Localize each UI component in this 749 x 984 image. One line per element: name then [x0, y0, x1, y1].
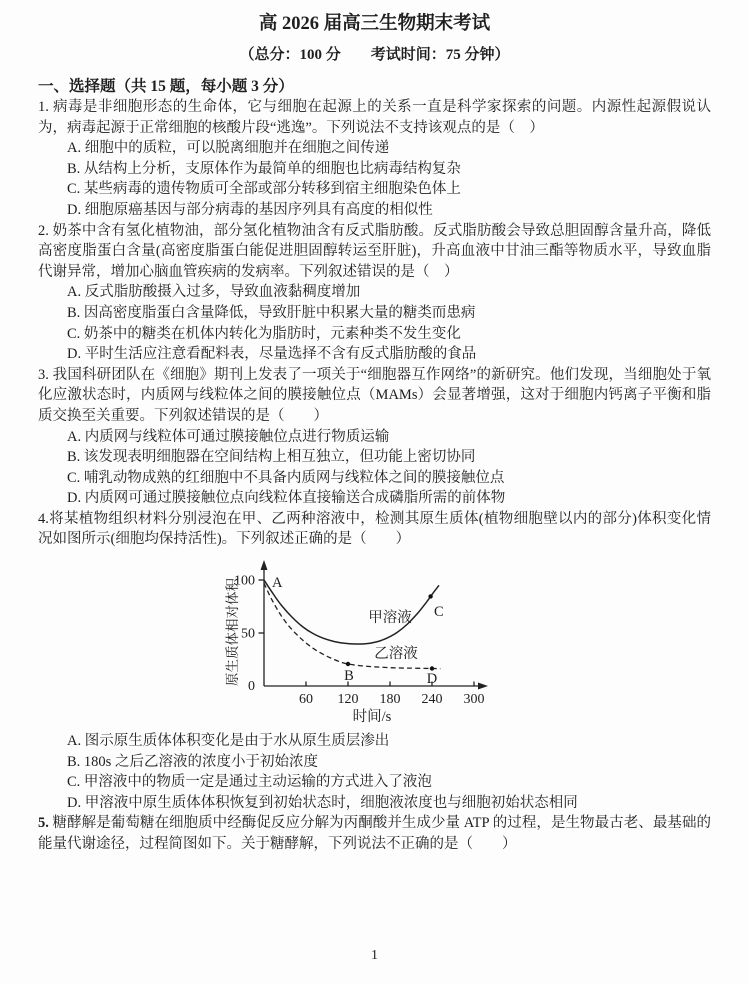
question-stem — [38, 97, 711, 138]
question-4 — [38, 509, 711, 814]
y-axis-arrow-icon — [261, 560, 268, 570]
point-b-dot — [346, 662, 350, 666]
page-title: 高 2026 届高三生物期末考试 — [258, 14, 491, 34]
y-tick-label: 100 — [234, 573, 255, 589]
question-text: 将某植物组织材料分别浸泡在甲、乙两种溶液中，检测其原生质体(植物细胞壁以内的部分)体积变化情况如图所示(细胞均保持活性)。下列叙述正确的是（ ） — [38, 510, 711, 548]
option-c: C. 哺乳动物成熟的红细胞中不具备内质网与线粒体之间的膜接触位点 — [67, 469, 505, 486]
x-axis-arrow-icon — [478, 683, 488, 690]
question-3 — [38, 365, 711, 509]
question-text: 病毒是非细胞形态的生命体，它与细胞在起源上的关系一直是科学家探索的问题。内源性起源假说认为，病毒起源于正常细胞的核酸片段“逃逸”。下列说法不支持该观点的是（ ） — [38, 99, 711, 136]
page-number: 1 — [371, 948, 378, 963]
x-tick-label: 300 — [463, 692, 485, 708]
question-number: 1. — [38, 99, 49, 115]
option-c: C. 奶茶中的糖类在机体内转化为脂肪时，元素种类不发生变化 — [67, 325, 461, 342]
option-b: B. 从结构上分析，支原体作为最简单的细胞也比病毒结构复杂 — [67, 160, 461, 177]
option-b: B. 因高密度脂蛋白含量降低，导致肝脏中积累大量的糖类而患病 — [67, 304, 476, 321]
series-jia-label: 甲溶液 — [368, 610, 412, 627]
series-yi-label: 乙溶液 — [374, 646, 418, 663]
series-jia-curve — [264, 580, 439, 644]
y-axis-label: 原生质体相对体积 — [225, 578, 240, 687]
question-number: 3. — [38, 366, 49, 383]
option-d: D. 平时生活应注意看配料表，尽量选择不含有反式脂肪酸的食品 — [67, 346, 477, 363]
question-stem — [38, 509, 711, 550]
point-a-label: A — [272, 575, 283, 592]
option-a: A. 反式脂肪酸摄入过多，导致血液黏稠度增加 — [67, 284, 361, 301]
point-d-label: D — [426, 671, 438, 688]
option-d: D. 内质网可通过膜接触位点向线粒体直接输送合成磷脂所需的前体物 — [67, 490, 506, 507]
question-stem — [38, 813, 711, 854]
option-a: A. 细胞中的质粒，可以脱离细胞并在细胞之间传递 — [67, 140, 390, 157]
x-tick-label: 240 — [421, 692, 443, 708]
option-a: A. 内质网与线粒体可通过膜接触位点进行物质运输 — [67, 428, 390, 445]
question-1 — [38, 97, 711, 221]
point-b-label: B — [344, 668, 354, 685]
question-number: 4. — [38, 510, 49, 527]
option-d: D. 细胞原癌基因与部分病毒的基因序列具有高度的相似性 — [67, 201, 433, 218]
x-axis-label: 时间/s — [352, 709, 392, 726]
question-stem — [38, 365, 711, 427]
option-b: B. 该发现表明细胞器在空间结构上相互独立，但功能上密切协同 — [67, 449, 476, 466]
x-tick-label: 60 — [299, 692, 313, 708]
question-text: 奶茶中含有氢化植物油，部分氢化植物油含有反式脂肪酸。反式脂肪酸会导致总胆固醇含量升高，降低高密度脂蛋白含量(高密度脂蛋白能促进胆固醇转运至肝脏)，升高血液中甘油三酯等物质水平，导致血脂代谢异常，增加心脑血管疾病的发病率。下列叙述错误的是（ ） — [38, 222, 711, 280]
line-chart — [222, 554, 532, 729]
question-text: 糖酵解是葡萄糖在细胞质中经酶促反应分解为丙酮酸并生成少量 ATP 的过程，是生物最古老、最基础的能量代谢途径，过程简图如下。关于糖酵解，下列说法不正确的是（ ） — [38, 815, 711, 853]
question-number: 2. — [38, 222, 49, 239]
question-number: 5. — [38, 815, 49, 832]
page-subtitle: （总分：100 分 考试时间：75 分钟） — [239, 47, 510, 63]
question-2 — [38, 221, 711, 365]
y-tick-label: 50 — [241, 626, 255, 642]
option-b: B. 180s 之后乙溶液的浓度小于初始浓度 — [67, 753, 318, 770]
question-5 — [38, 813, 711, 854]
protoplast-volume-chart — [222, 554, 711, 729]
question-stem — [38, 221, 711, 283]
option-a: A. 图示原生质体体积变化是由于水从原生质层渗出 — [67, 733, 390, 750]
option-c: C. 某些病毒的遗传物质可全部或部分转移到宿主细胞染色体上 — [67, 181, 461, 198]
question-text: 我国科研团队在《细胞》期刊上发表了一项关于“细胞器互作网络”的新研究。他们发现，当细胞处于氧化应激状态时，内质网与线粒体之间的膜接触位点（MAMs）会显著增强，这对于细胞内钙离子平衡和脂质交换至关重要。下列叙述错误的是（ ） — [38, 366, 711, 424]
option-c: C. 甲溶液中的物质一定是通过主动运输的方式进入了液泡 — [67, 774, 432, 791]
x-tick-label: 120 — [337, 692, 359, 708]
point-c-label: C — [434, 604, 444, 621]
point-c-dot — [428, 594, 432, 598]
section-heading: 一、选择题（共 15 题，每小题 3 分） — [38, 78, 294, 95]
x-tick-label: 180 — [379, 692, 401, 708]
y-tick-label: 0 — [248, 679, 255, 695]
option-d: D. 甲溶液中原生质体体积恢复到初始状态时，细胞液浓度也与细胞初始状态相同 — [67, 794, 578, 811]
